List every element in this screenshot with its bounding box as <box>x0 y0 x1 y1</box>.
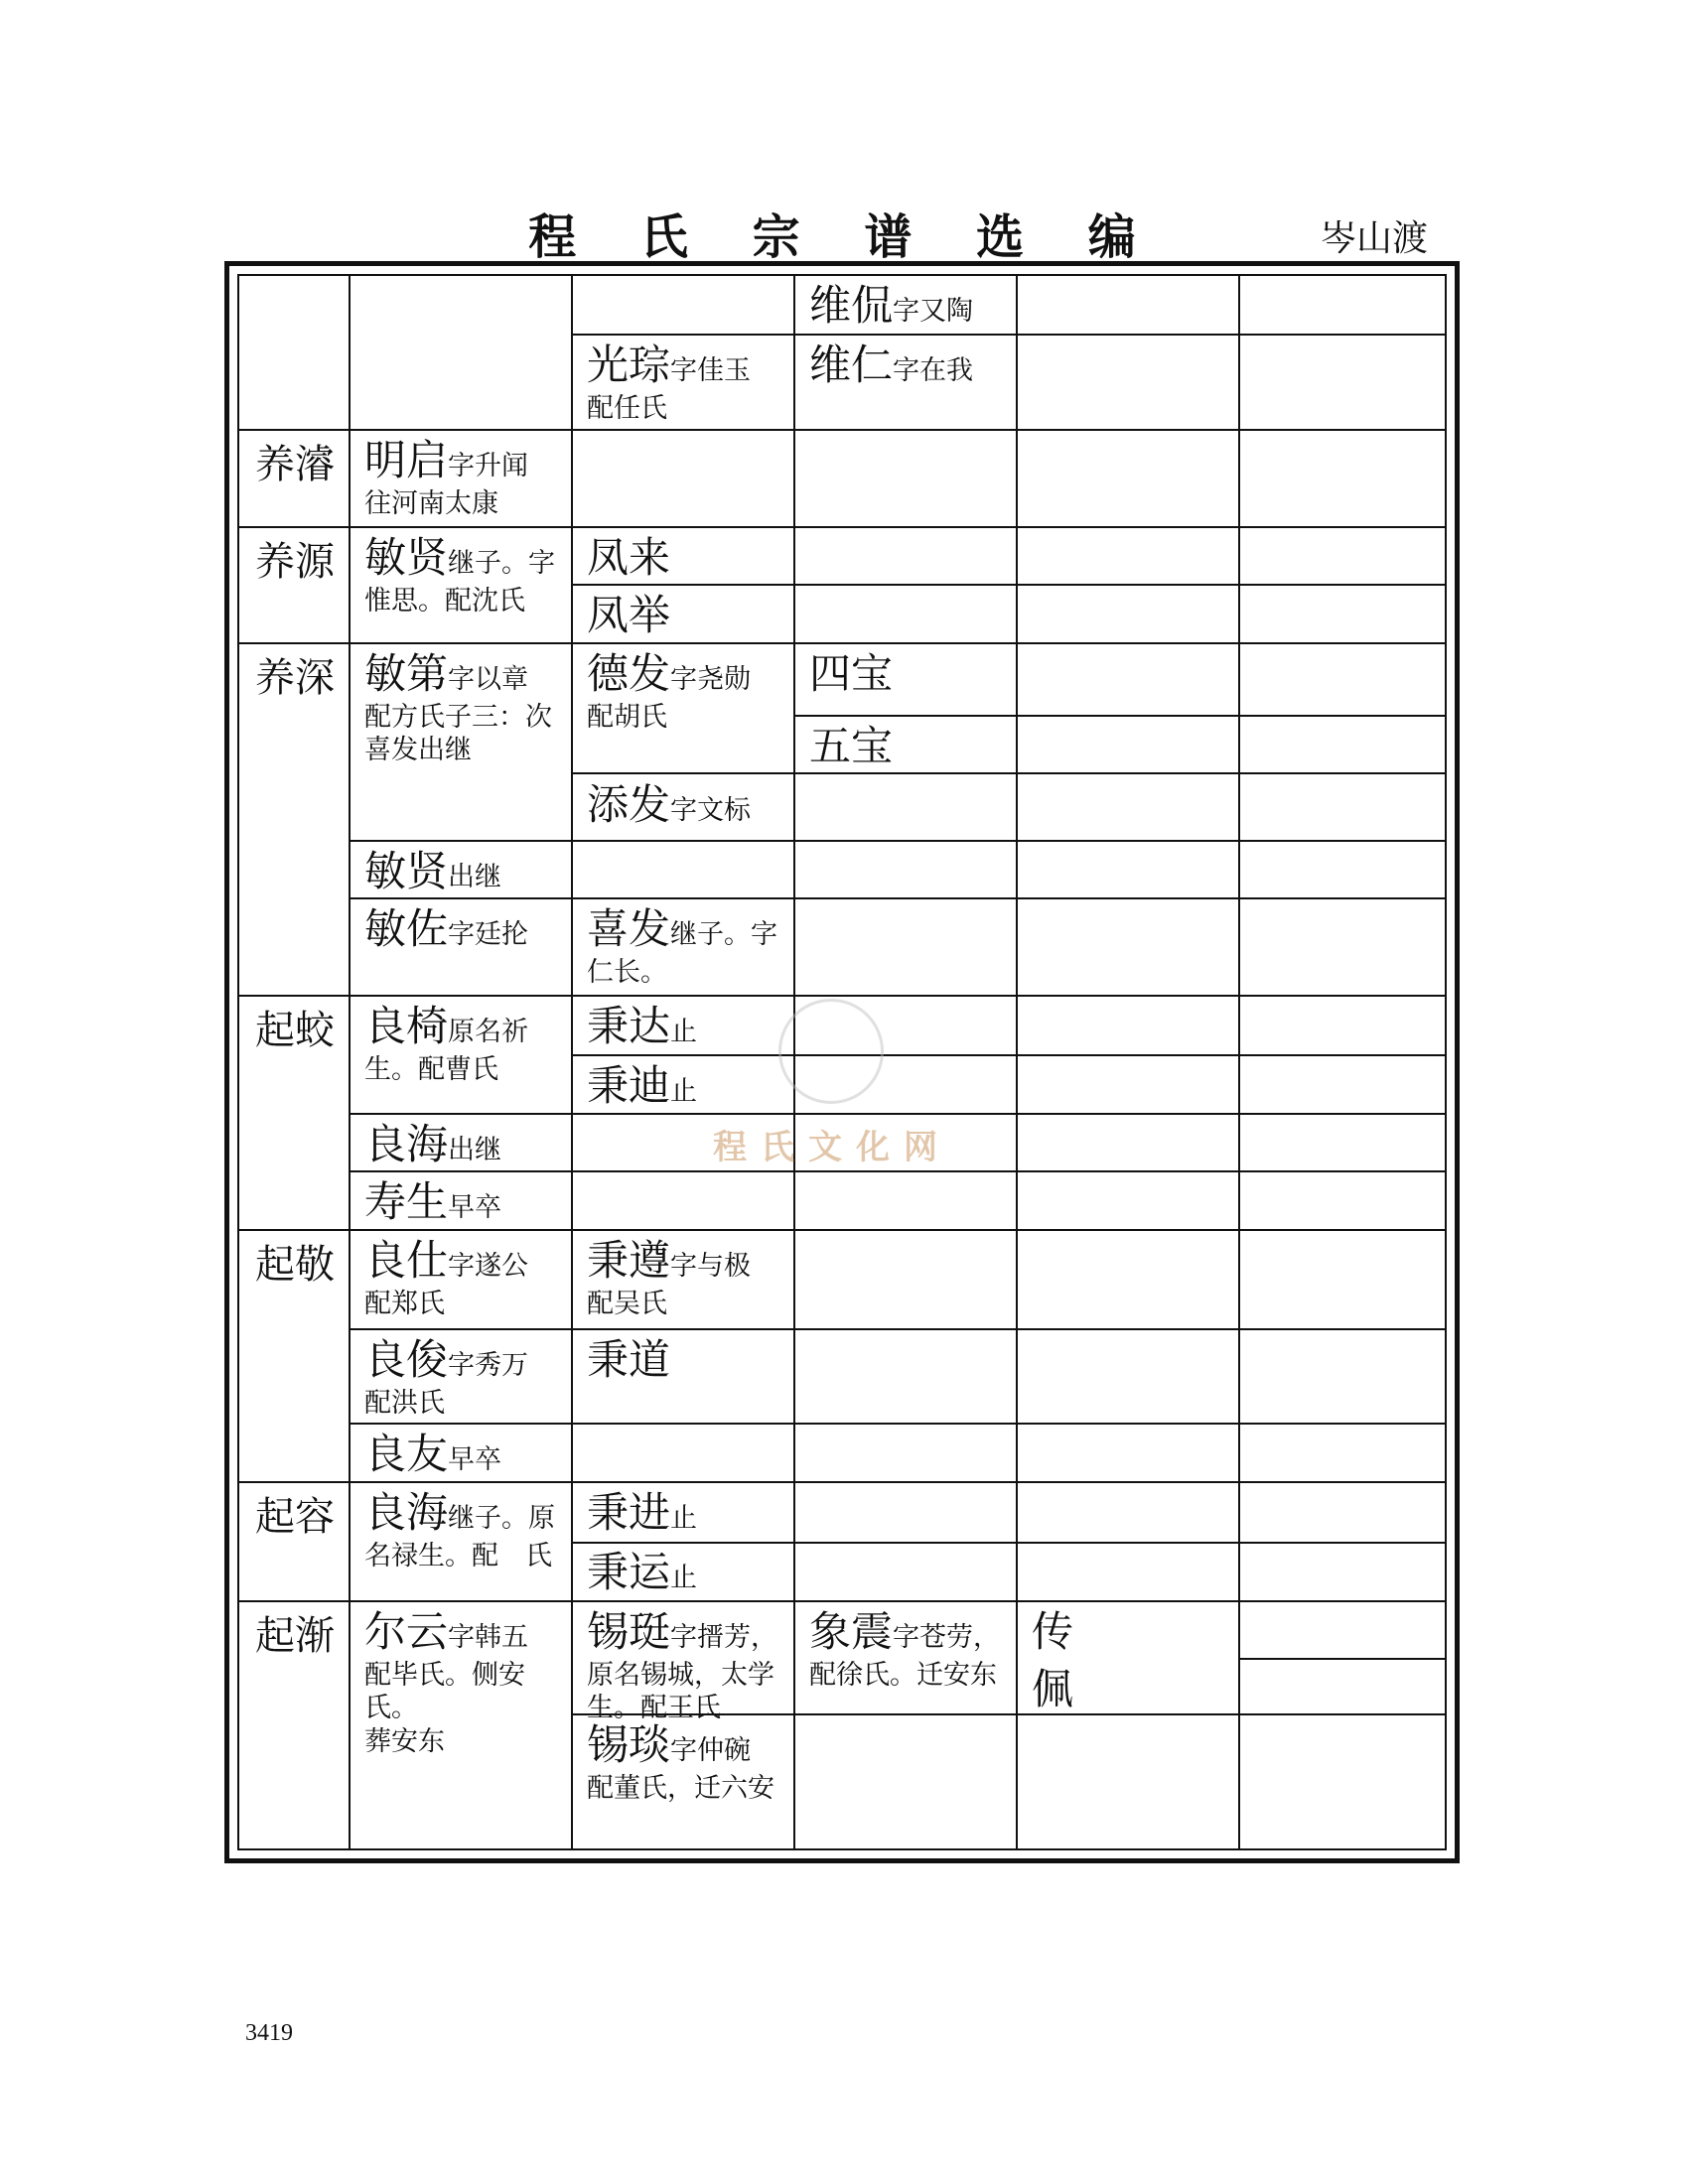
cell-entry: 凤来 <box>587 533 671 582</box>
row-divider <box>349 1113 1445 1115</box>
row-divider <box>239 526 1445 528</box>
row-divider <box>1238 1658 1445 1660</box>
cell-entry: 寿生早卒 <box>364 1177 502 1226</box>
row-divider <box>571 334 1445 336</box>
generation-label: 起容 <box>255 1494 335 1540</box>
cell-entry: 秉道 <box>587 1335 671 1384</box>
row-divider <box>571 1054 1445 1056</box>
row-divider <box>571 1542 1445 1544</box>
cell-entry: 德发字尧勋 配胡氏 <box>587 649 752 733</box>
column-divider <box>1016 276 1018 1848</box>
cell-entry: 锡珽字搢芳， 原名锡城，太学 生。配王氏 <box>587 1607 778 1724</box>
column-divider <box>349 276 351 1848</box>
row-divider <box>239 1600 1445 1602</box>
row-divider <box>239 1481 1445 1483</box>
cell-entry: 敏第字以章 配方氏子三：次 喜发出继 <box>364 649 552 766</box>
cell-entry: 良俊字秀万 配洪氏 <box>364 1335 529 1419</box>
cell-entry: 秉运止 <box>587 1548 698 1596</box>
cell-entry: 敏贤出继 <box>364 847 502 895</box>
column-divider <box>571 276 573 1848</box>
generation-label: 起渐 <box>255 1613 335 1659</box>
cell-entry: 尔云字韩五 配毕氏。侧安 氏。 葬安东 <box>364 1607 529 1757</box>
row-divider <box>571 584 1445 586</box>
cell-entry: 传 <box>1032 1607 1074 1656</box>
row-divider <box>349 897 1445 899</box>
page-number: 3419 <box>245 2020 293 2046</box>
cell-entry: 秉遵字与极 配吴氏 <box>587 1236 752 1319</box>
row-divider <box>239 429 1445 431</box>
cell-entry: 良友早卒 <box>364 1430 502 1478</box>
row-divider <box>349 1328 1445 1330</box>
watermark-text: 程氏文化网 <box>713 1128 951 1167</box>
cell-entry: 四宝 <box>809 649 894 698</box>
row-divider <box>349 1423 1445 1425</box>
row-divider <box>571 772 1445 774</box>
cell-entry: 良海出继 <box>364 1120 502 1168</box>
cell-entry: 良仕字遂公 配郑氏 <box>364 1236 529 1319</box>
row-divider <box>239 642 1445 644</box>
row-divider <box>239 1229 1445 1231</box>
row-divider <box>349 1170 1445 1172</box>
cell-entry: 秉进止 <box>587 1488 698 1537</box>
place-name: 岑山渡 <box>1321 218 1429 259</box>
cell-entry: 维仁字在我 <box>809 341 974 389</box>
cell-entry: 光琮字佳玉 配任氏 <box>587 341 752 424</box>
cell-entry: 添发字文标 <box>587 780 752 829</box>
cell-entry: 佩 <box>1032 1665 1074 1713</box>
generation-label: 养源 <box>255 539 335 585</box>
column-divider <box>1238 276 1240 1848</box>
cell-entry: 良海继子。原 名禄生。配 氏 <box>364 1488 556 1571</box>
row-divider <box>793 715 1445 717</box>
cell-entry: 喜发继子。字 仁长。 <box>587 904 778 988</box>
row-divider <box>239 995 1445 997</box>
cell-entry: 维侃字又陶 <box>809 281 974 330</box>
cell-entry: 敏贤继子。字 惟思。配沈氏 <box>364 533 556 616</box>
cell-entry: 锡琰字仲碗 配董氏，迁六安 <box>587 1720 774 1804</box>
cell-entry: 敏佐字廷抡 <box>364 904 529 953</box>
cell-entry: 五宝 <box>809 722 894 770</box>
watermark-seal-icon <box>778 999 884 1104</box>
generation-label: 养深 <box>255 655 335 701</box>
generation-label: 起蛟 <box>255 1008 335 1053</box>
cell-entry: 明启字升闻 往河南太康 <box>364 436 529 519</box>
cell-entry: 良椅原名祈 生。配曹氏 <box>364 1002 529 1085</box>
cell-entry: 秉迪止 <box>587 1061 698 1110</box>
row-divider <box>349 840 1445 842</box>
generation-label: 起敬 <box>255 1242 335 1288</box>
cell-entry: 象震字苍劳， 配徐氏。迁安东 <box>809 1607 1001 1691</box>
page-title: 程 氏 宗 谱 选 编 <box>528 209 1160 265</box>
cell-entry: 凤举 <box>587 591 671 639</box>
generation-label: 养濬 <box>255 442 335 487</box>
cell-entry: 秉达止 <box>587 1002 698 1050</box>
